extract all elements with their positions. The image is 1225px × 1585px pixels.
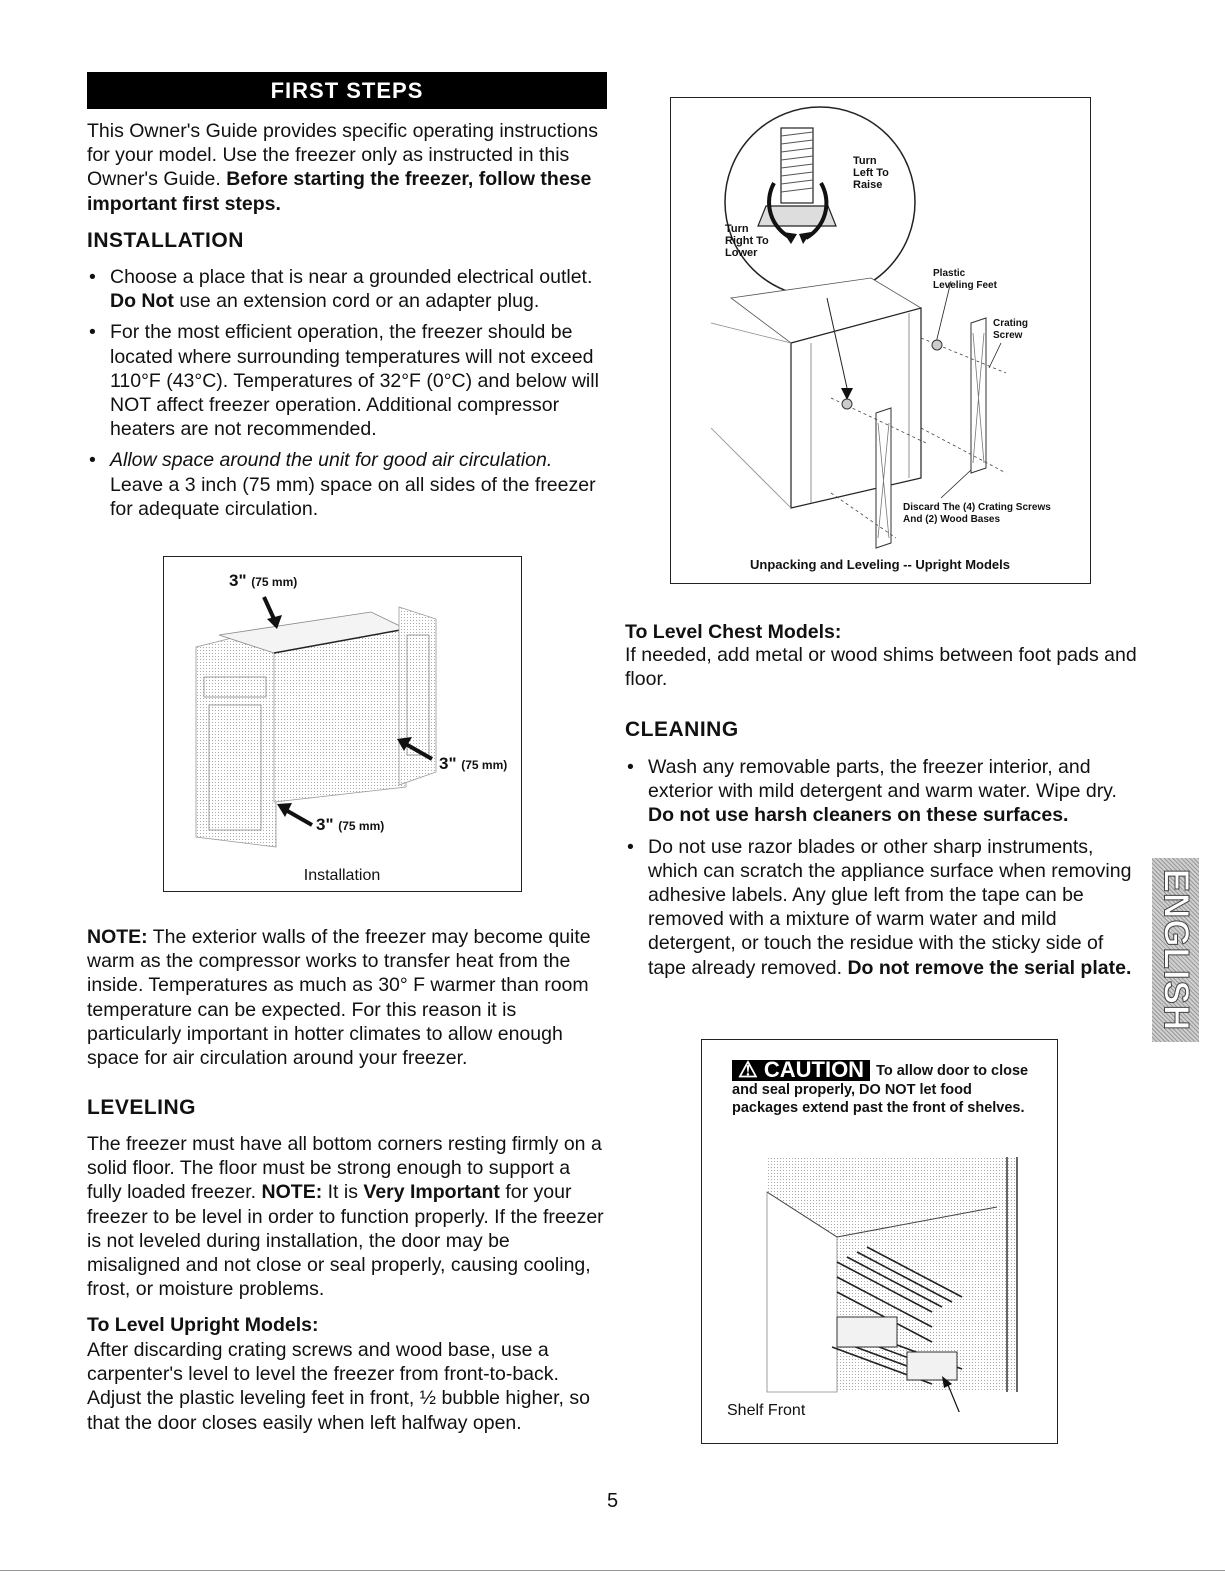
bullet-italic: Allow space around the unit for good air circulation. (110, 449, 553, 472)
unpacking-figure (670, 97, 1091, 584)
installation-bullet-3 (87, 448, 607, 521)
chest-paragraph: If needed, add metal or wood shims between foot pads and floor. (625, 644, 1137, 691)
label-line: Turn (725, 223, 749, 235)
leveling-text: The freezer must have all bottom corners resting firmly on a solid floor. The floor must be strong enough to support a fully loaded freezer. (87, 1133, 602, 1204)
section-header-title: FIRST STEPS (270, 77, 424, 103)
bullet-bold: Do not use harsh cleaners on these surfaces. (648, 804, 1069, 827)
section-header-first-steps (87, 72, 607, 109)
upright-heading: To Level Upright Models: (87, 1314, 319, 1336)
cleaning-bullet-1 (625, 755, 1140, 828)
cleaning-list (625, 755, 1140, 987)
crating-screw-label (993, 318, 1028, 342)
label-line: Plastic (933, 268, 966, 279)
dim-label-bottom (316, 815, 384, 835)
plastic-feet-label (933, 268, 997, 292)
bullet-text: Choose a place that is near a grounded electrical outlet. (110, 266, 593, 288)
installation-bullet-1 (87, 265, 607, 313)
leveling-emphasis: Very Important (363, 1181, 500, 1204)
cleaning-bullet-2 (625, 835, 1140, 980)
label-line: And (2) Wood Bases (903, 514, 1001, 525)
warning-triangle-icon: ⚠ (738, 1057, 758, 1082)
intro-paragraph (87, 119, 607, 216)
label-line: Crating (993, 318, 1028, 329)
caution-text: close and seal properly, DO NOT let food packages extend past the front of shelves. (732, 1063, 1029, 1116)
label-line: Lower (725, 247, 758, 259)
chest-heading: To Level Chest Models: (625, 621, 842, 643)
caution-text: To allow door to (876, 1063, 987, 1079)
intro-bold: Before starting the freezer, follow these important first steps. (87, 168, 592, 215)
bottom-rule (0, 1570, 1225, 1571)
label-line: Leveling Feet (933, 280, 997, 291)
bullet-text: Wash any removable parts, the freezer interior, and exterior with mild detergent and warm water. Wipe dry. (648, 756, 1117, 803)
dim-unit: (75 mm) (338, 819, 385, 833)
note-text: The exterior walls of the freezer may become quite warm as the compressor works to transfer heat from the inside. Temperatures as much as 30° F warmer than room temperature can be expected. For this reason it is particularly important in hotter climates to allow enough space for air circulation around your freezer. (87, 926, 591, 1070)
leveling-heading: LEVELING (87, 1096, 197, 1119)
installation-figure (163, 556, 522, 892)
label-line: Left To (853, 167, 889, 179)
page-number: 5 (606, 1490, 619, 1512)
language-tab-label: ENGLISH (1156, 868, 1196, 1032)
intro-text: This Owner's Guide provides specific operating instructions for your model. Use the freezer only as instructed in this Owner's Guide. (87, 120, 598, 191)
caution-badge (732, 1057, 870, 1082)
installation-illustration (164, 557, 520, 890)
installation-heading: INSTALLATION (87, 229, 244, 252)
unpacking-caption: Unpacking and Leveling -- Upright Models (749, 557, 1010, 572)
shelf-front-label: Shelf Front (727, 1402, 806, 1419)
leveling-text: It is (327, 1181, 358, 1204)
label-line: Screw (993, 330, 1023, 341)
note-label: NOTE: (87, 926, 148, 948)
dim-label-right (439, 754, 507, 774)
leveling-paragraph (87, 1132, 607, 1301)
installation-list (87, 265, 607, 528)
language-tab (1152, 858, 1199, 1042)
shelf-illustration (702, 1152, 1056, 1412)
dim-unit: (75 mm) (251, 575, 298, 589)
dim-value: 3" (439, 754, 457, 773)
turn-left-label (853, 155, 889, 191)
turn-right-label (725, 223, 769, 259)
leveling-text: for your freezer to be level in order to function properly. If the freezer is not leveled during installation, the door may be misaligned and not close or seal properly, causing cooling, frost, or moisture problems. (87, 1181, 604, 1301)
dim-unit: (75 mm) (461, 758, 508, 772)
upright-paragraph: After discarding crating screws and wood base, use a carpenter's level to level the freezer from front-to-back. Adjust the plastic leveling feet in front, ½ bubble higher, so that the door closes easily when left halfway open. (87, 1339, 590, 1434)
label-line: Discard The (4) Crating Screws (903, 502, 1051, 513)
bullet-text: use an extension cord or an adapter plug. (179, 290, 540, 313)
bullet-text: For the most efficient operation, the freezer should be located where surrounding temperatures will not exceed 110°F (43°C). Temperatures of 32°F (0°C) and below will NOT affect freezer operation. Additional compressor heaters are not recommended. (110, 321, 599, 441)
note-paragraph (87, 925, 607, 1070)
label-line: Right To (725, 235, 769, 247)
label-line: Turn (853, 155, 877, 167)
dim-value: 3" (316, 815, 334, 834)
caution-box (701, 1039, 1058, 1444)
bullet-bold: Do not remove the serial plate. (847, 956, 1132, 979)
cleaning-heading: CLEANING (625, 718, 739, 741)
installation-caption: Installation (303, 867, 381, 884)
label-line: Raise (853, 179, 883, 191)
installation-bullet-2 (87, 320, 607, 441)
leveling-note-label: NOTE: (261, 1181, 323, 1204)
bullet-bold: Do Not (110, 290, 174, 313)
dim-value: 3" (229, 571, 247, 590)
dim-label-top (229, 571, 297, 591)
caution-badge-label: CAUTION (763, 1057, 865, 1082)
discard-label (903, 502, 1051, 526)
caution-text-block (732, 1057, 1032, 1117)
bullet-text: Do not use razor blades or other sharp instruments, which can scratch the appliance surface when removing adhesive labels. Any glue left from the tape can be removed with a mixture of warm water and mild detergent, or touch the residue with the sticky side of tape already removed. (648, 835, 1132, 979)
bullet-text: Leave a 3 inch (75 mm) space on all sides of the freezer for adequate circulation. (110, 473, 596, 520)
